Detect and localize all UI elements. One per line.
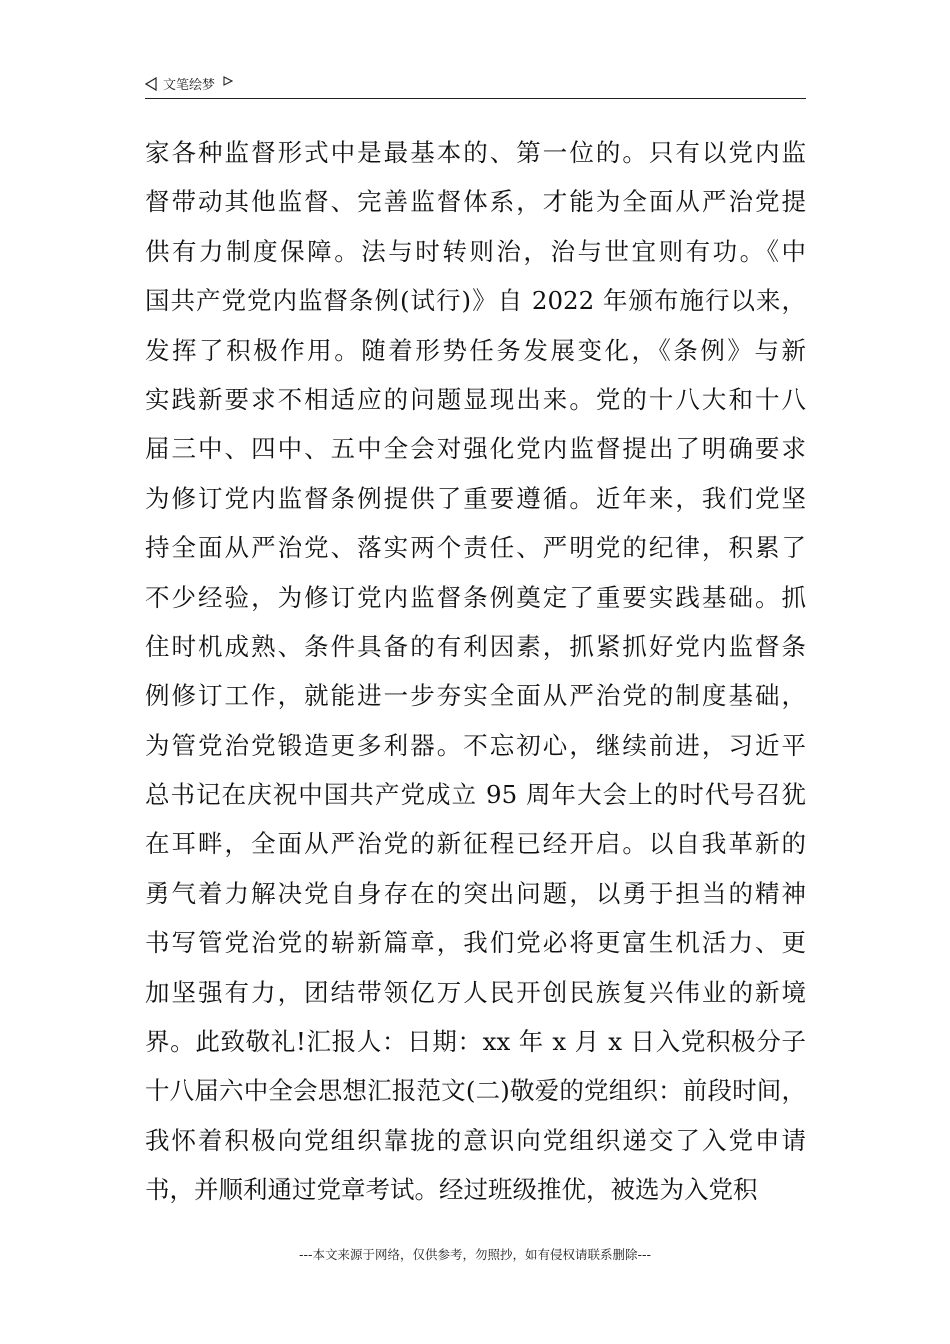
footer-disclaimer: ---本文来源于网络，仅供参考，勿照抄，如有侵权请联系删除--- — [298, 1247, 652, 1262]
text-line: 加坚强有力，团结带领亿万人民开创民族复兴伟业的新境 — [145, 977, 806, 1007]
text-line: 十八届六中全会思想汇报范文(二)敬爱的党组织：前段时间， — [145, 1076, 806, 1106]
text-line: 国共产党党内监督条例(试行)》自 2022 年颁布施行以来， — [145, 286, 806, 316]
text-line: 我怀着积极向党组织靠拢的意识向党组织递交了入党申请 — [145, 1125, 806, 1155]
header-brand-text: 文笔绘梦 — [163, 78, 216, 93]
text-line: 在耳畔，全面从严治党的新征程已经开启。以自我革新的 — [145, 829, 806, 859]
text-line: 届三中、四中、五中全会对强化党内监督提出了明确要求 — [145, 434, 806, 464]
triangle-right-icon — [223, 76, 233, 86]
text-line: 书写管党治党的崭新篇章，我们党必将更富生机活力、更 — [145, 928, 806, 958]
triangle-left-icon — [145, 77, 157, 91]
text-line: 界。此致敬礼!汇报人：日期：xx 年 x 月 x 日入党积极分子 — [145, 1027, 806, 1057]
text-line: 持全面从严治党、落实两个责任、严明党的纪律，积累了 — [145, 533, 806, 563]
text-line: 住时机成熟、条件具备的有利因素，抓紧抓好党内监督条 — [145, 631, 806, 661]
text-line: 为管党治党锻造更多利器。不忘初心，继续前进，习近平 — [145, 730, 806, 760]
text-line: 书，并顺利通过党章考试。经过班级推优，被选为入党积 — [145, 1175, 758, 1205]
document-body — [145, 128, 806, 1215]
text-line: 供有力制度保障。法与时转则治，治与世宜则有功。《中 — [145, 236, 806, 266]
text-line: 总书记在庆祝中国共产党成立 95 周年大会上的时代号召犹 — [145, 780, 806, 810]
text-line: 发挥了积极作用。随着形势任务发展变化，《条例》与新 — [145, 335, 806, 365]
text-line: 不少经验，为修订党内监督条例奠定了重要实践基础。抓 — [145, 582, 806, 612]
text-line: 家各种监督形式中是最基本的、第一位的。只有以党内监 — [145, 138, 806, 167]
header-brand — [145, 74, 233, 93]
text-line: 勇气着力解决党自身存在的突出问题，以勇于担当的精神 — [145, 878, 806, 908]
text-line: 督带动其他监督、完善监督体系，才能为全面从严治党提 — [145, 187, 806, 217]
page-header — [145, 74, 806, 99]
text-line: 为修订党内监督条例提供了重要遵循。近年来，我们党坚 — [145, 483, 806, 513]
text-line: 例修订工作，就能进一步夯实全面从严治党的制度基础， — [145, 681, 806, 711]
text-line: 实践新要求不相适应的问题显现出来。党的十八大和十八 — [145, 384, 806, 414]
